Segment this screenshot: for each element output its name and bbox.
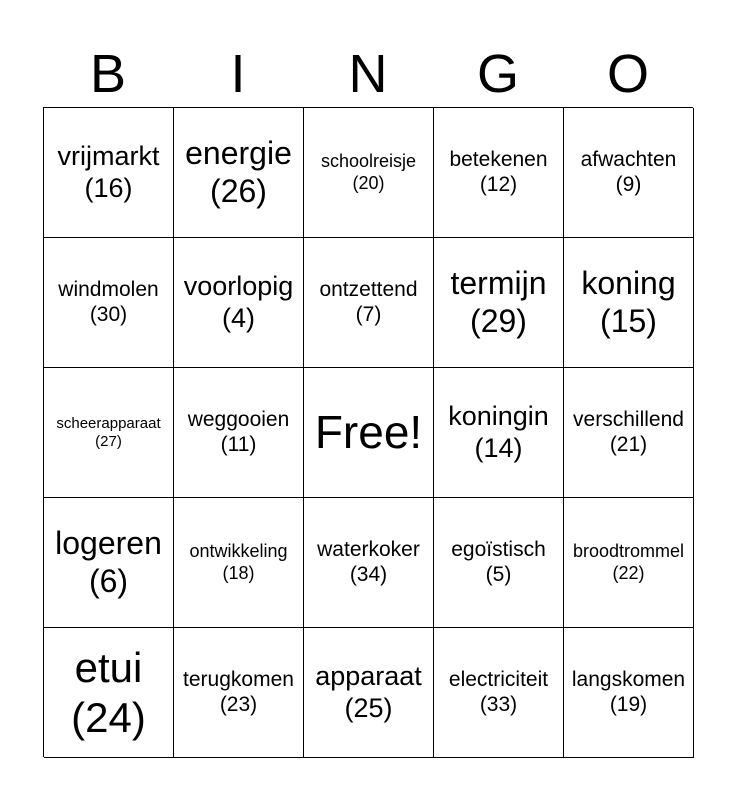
- cell-word: electriciteit: [448, 667, 549, 691]
- cell-word: afwachten: [580, 147, 677, 171]
- cell-number: (30): [89, 302, 128, 326]
- free-space-label: Free!: [314, 406, 423, 459]
- bingo-cell-r3c2[interactable]: [174, 368, 304, 498]
- cell-number: (16): [84, 172, 133, 203]
- bingo-cell-r2c2[interactable]: [174, 238, 304, 368]
- cell-number: (15): [600, 302, 657, 339]
- cell-word: broodtrommel: [572, 541, 685, 562]
- cell-number: (6): [88, 562, 129, 599]
- cell-number: (21): [609, 432, 648, 456]
- cell-word: egoïstisch: [451, 537, 546, 561]
- bingo-cell-r2c4[interactable]: [434, 238, 564, 368]
- cell-number: (23): [219, 692, 258, 716]
- bingo-cell-free[interactable]: [304, 368, 434, 498]
- cell-number: (14): [474, 432, 523, 463]
- bingo-cell-r1c3[interactable]: [304, 108, 434, 238]
- cell-number: (29): [470, 302, 527, 339]
- cell-number: (25): [344, 692, 393, 723]
- cell-word: etui: [74, 643, 143, 691]
- cell-word: apparaat: [315, 660, 422, 691]
- cell-word: waterkoker: [317, 537, 420, 561]
- cell-number: (5): [485, 562, 512, 586]
- header-letter-b: B: [89, 44, 127, 104]
- cell-number: (18): [222, 562, 255, 583]
- header-letter-o: O: [606, 44, 649, 104]
- cell-word: ontwikkeling: [189, 541, 288, 562]
- bingo-cell-r5c4[interactable]: [434, 628, 564, 758]
- cell-word: logeren: [55, 524, 162, 561]
- bingo-cell-r4c3[interactable]: [304, 498, 434, 628]
- cell-word: schoolreisje: [320, 151, 417, 172]
- cell-word: ontzettend: [319, 277, 418, 301]
- cell-number: (7): [355, 302, 382, 326]
- cell-word: weggooien: [187, 407, 290, 431]
- bingo-cell-r5c3[interactable]: [304, 628, 434, 758]
- bingo-cell-r3c1[interactable]: [44, 368, 174, 498]
- bingo-cell-r2c1[interactable]: [44, 238, 174, 368]
- bingo-cell-r4c1[interactable]: [44, 498, 174, 628]
- cell-word: terugkomen: [183, 667, 294, 691]
- cell-word: betekenen: [449, 147, 548, 171]
- cell-number: (26): [210, 172, 267, 209]
- cell-number: (4): [222, 302, 255, 333]
- bingo-cell-r1c1[interactable]: [44, 108, 174, 238]
- cell-word: energie: [185, 134, 292, 171]
- cell-word: koningin: [448, 400, 549, 431]
- header-letter-g: G: [476, 44, 519, 104]
- bingo-cell-r1c2[interactable]: [174, 108, 304, 238]
- cell-number: (22): [612, 562, 645, 583]
- bingo-cell-r2c5[interactable]: [564, 238, 694, 368]
- bingo-cell-r1c5[interactable]: [564, 108, 694, 238]
- cell-word: windmolen: [58, 277, 159, 301]
- bingo-cell-r2c3[interactable]: [304, 238, 434, 368]
- bingo-cell-r5c2[interactable]: [174, 628, 304, 758]
- cell-number: (11): [220, 432, 257, 456]
- cell-number: (9): [615, 172, 642, 196]
- bingo-cell-r1c4[interactable]: [434, 108, 564, 238]
- bingo-cell-r3c4[interactable]: [434, 368, 564, 498]
- header-letter-i: I: [230, 44, 246, 104]
- cell-number: (27): [95, 432, 122, 450]
- bingo-cell-r3c5[interactable]: [564, 368, 694, 498]
- cell-number: (34): [349, 562, 388, 586]
- cell-word: verschillend: [573, 407, 684, 431]
- bingo-board: [43, 107, 693, 757]
- cell-word: koning: [581, 264, 676, 301]
- cell-number: (20): [352, 172, 385, 193]
- bingo-cell-r5c5[interactable]: [564, 628, 694, 758]
- bingo-cell-r5c1[interactable]: [44, 628, 174, 758]
- cell-number: (19): [609, 692, 648, 716]
- cell-word: langskomen: [571, 667, 686, 691]
- cell-number: (24): [71, 693, 146, 741]
- cell-word: voorlopig: [183, 270, 294, 301]
- cell-word: vrijmarkt: [57, 140, 160, 171]
- bingo-cell-r4c4[interactable]: [434, 498, 564, 628]
- cell-number: (33): [479, 692, 518, 716]
- cell-word: termijn: [450, 264, 547, 301]
- header-letter-n: N: [348, 44, 388, 104]
- bingo-cell-r4c2[interactable]: [174, 498, 304, 628]
- cell-number: (12): [479, 172, 518, 196]
- bingo-cell-r4c5[interactable]: [564, 498, 694, 628]
- bingo-header: [43, 42, 693, 106]
- cell-word: scheerapparaat: [56, 414, 161, 432]
